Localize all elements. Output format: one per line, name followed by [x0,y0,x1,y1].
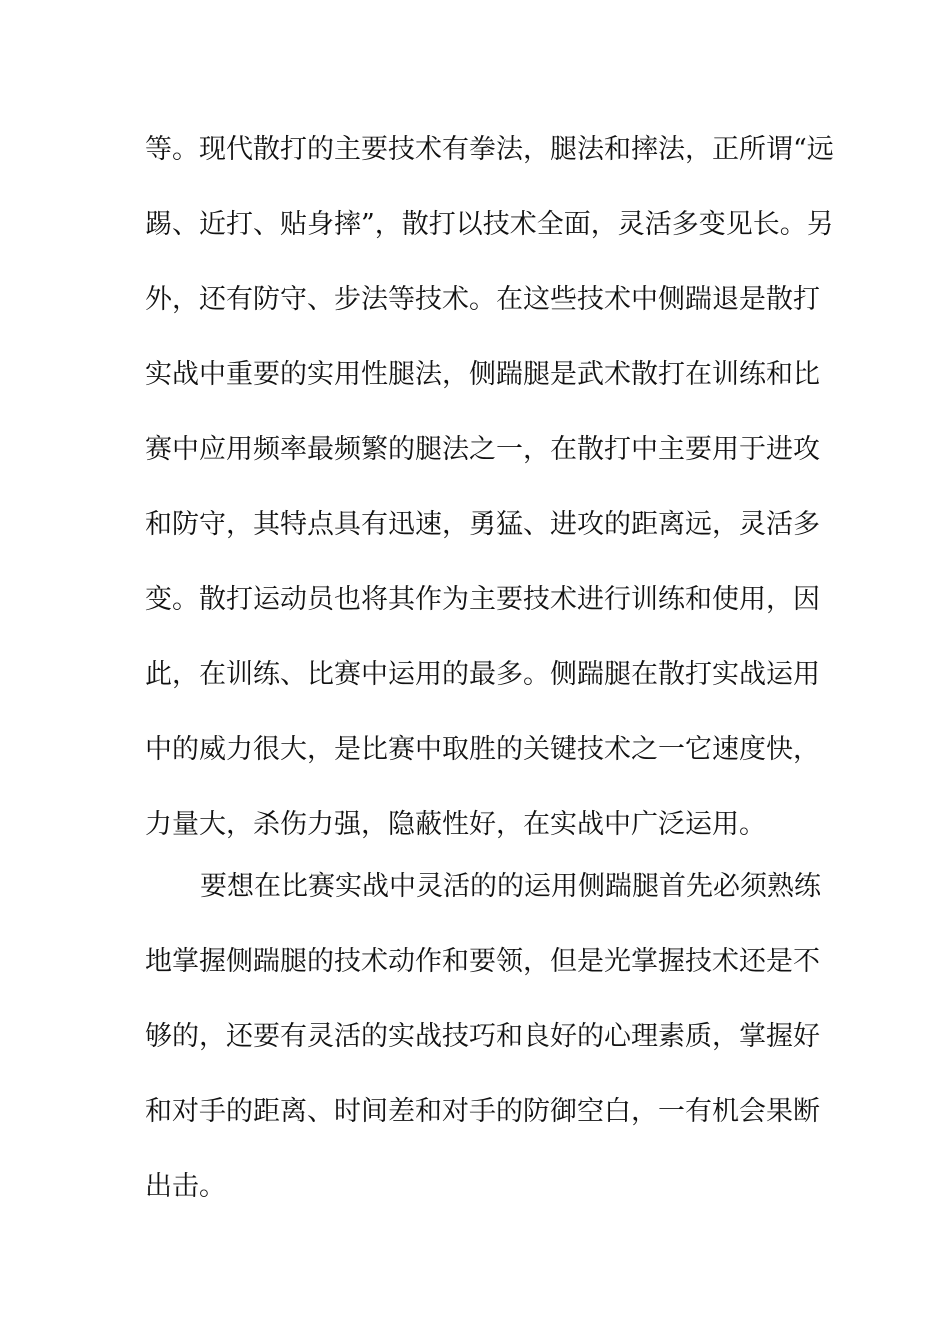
paragraph-1-line-1: 等。现代散打的主要技术有拳法，腿法和摔法，正所谓“远 [145,134,834,165]
paragraph-1-line-6: 和防守，其特点具有迅速，勇猛、进攻的距离远，灵活多 [145,509,820,540]
paragraph-2-line-2: 地掌握侧踹腿的技术动作和要领，但是光掌握技术还是不 [145,946,820,977]
paragraph-2-line-3: 够的，还要有灵活的实战技巧和良好的心理素质，掌握好 [145,1021,820,1052]
paragraph-1-line-10: 力量大，杀伤力强，隐蔽性好，在实战中广泛运用。 [145,809,766,840]
paragraph-1-line-3: 外，还有防守、步法等技术。在这些技术中侧踹退是散打 [145,284,820,315]
paragraph-2-line-1: 要想在比赛实战中灵活的的运用侧踹腿首先必须熟练 [200,871,821,902]
paragraph-2-line-5: 出击。 [145,1171,226,1202]
paragraph-1-line-9: 中的威力很大，是比赛中取胜的关键技术之一它速度快， [145,734,820,765]
paragraph-1-line-7: 变。散打运动员也将其作为主要技术进行训练和使用，因 [145,584,820,615]
paragraph-1-line-2: 踢、近打、贴身摔”，散打以技术全面，灵活多变见长。另 [145,209,834,240]
paragraph-1-line-5: 赛中应用频率最频繁的腿法之一，在散打中主要用于进攻 [145,434,820,465]
paragraph-2-line-4: 和对手的距离、时间差和对手的防御空白，一有机会果断 [145,1096,820,1127]
paragraph-1-line-4: 实战中重要的实用性腿法，侧踹腿是武术散打在训练和比 [145,359,820,390]
paragraph-1-line-8: 此，在训练、比赛中运用的最多。侧踹腿在散打实战运用 [145,659,820,690]
